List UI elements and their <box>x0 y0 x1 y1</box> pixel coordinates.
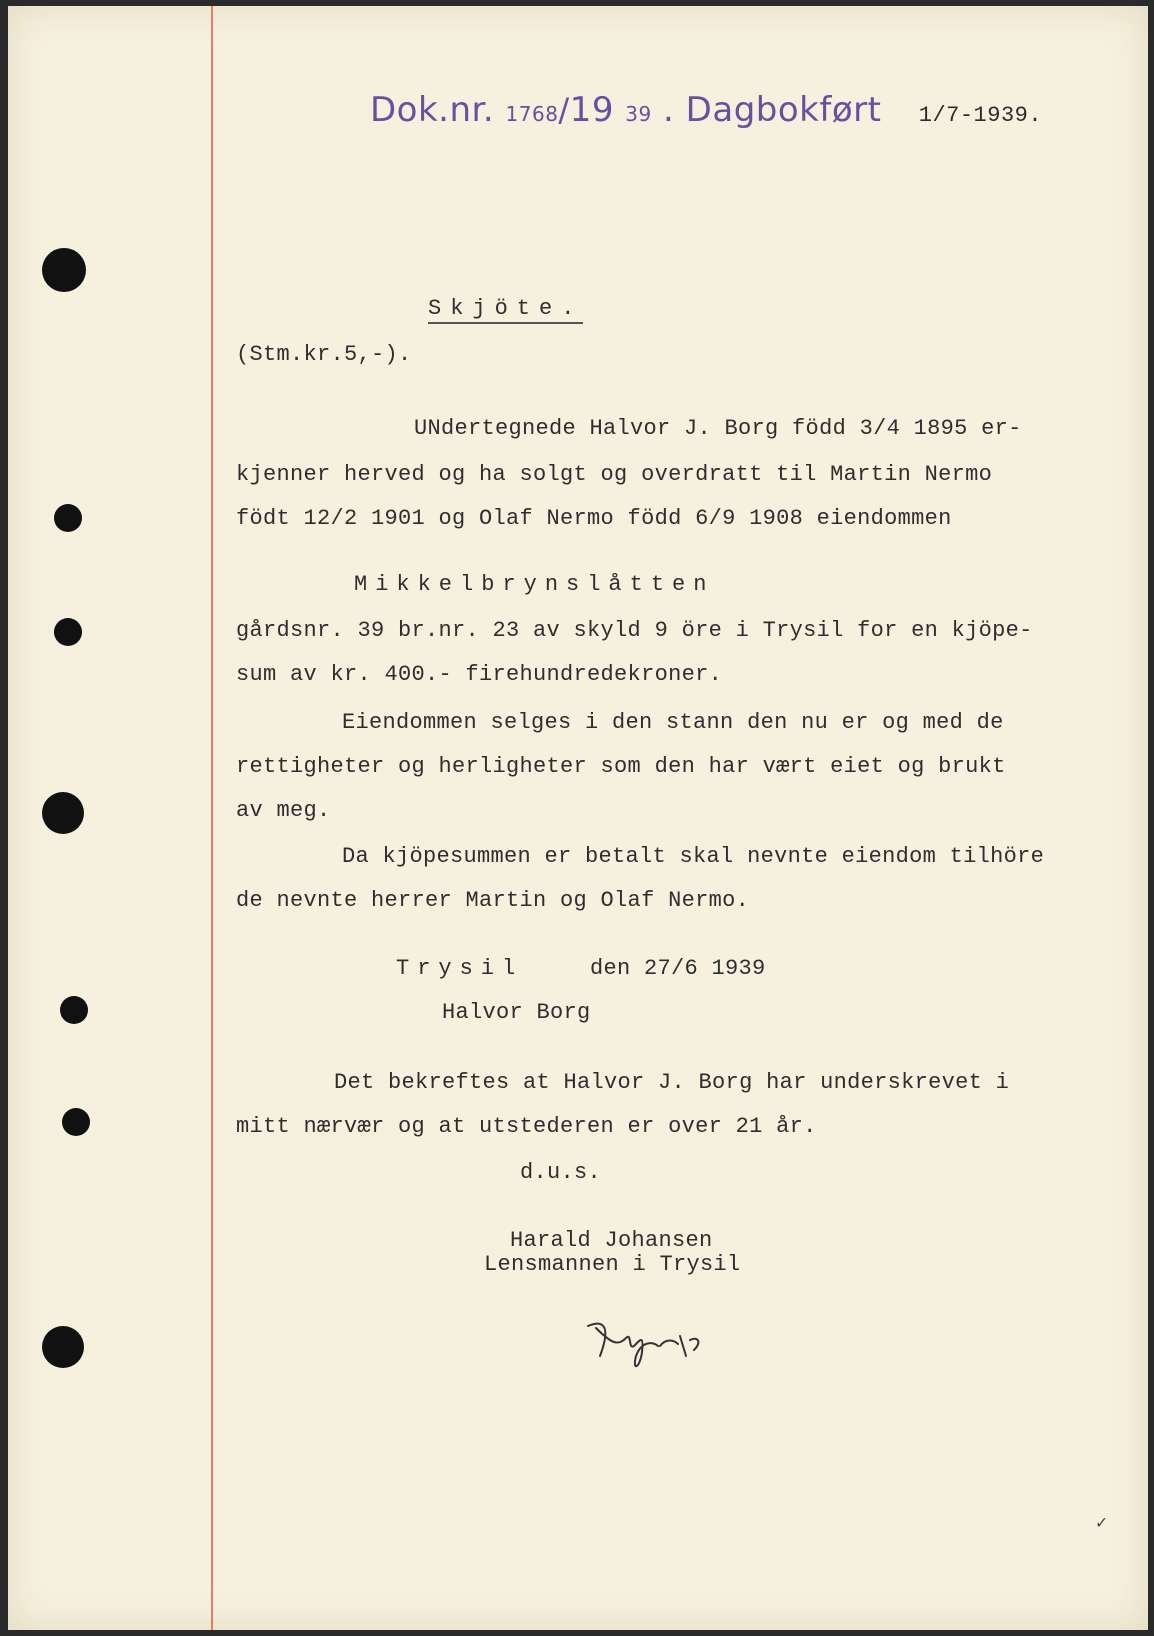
handwritten-initials <box>582 1316 712 1376</box>
body-line-3: födt 12/2 1901 og Olaf Nermo född 6/9 1908 eiendommen <box>236 506 952 531</box>
binder-hole <box>42 1326 84 1368</box>
binder-hole <box>60 996 88 1024</box>
place: Trysil <box>396 956 524 981</box>
body-line-7: Eiendommen selges i den stann den nu er og med de <box>342 710 1004 735</box>
confirm-line-1: Det bekreftes at Halvor J. Borg har underskrevet i <box>334 1070 1010 1095</box>
stamp-year-a: 19 <box>569 90 614 130</box>
body-line-5: gårdsnr. 39 br.nr. 23 av skyld 9 öre i Trysil for en kjöpe- <box>236 618 1033 643</box>
stamp-prefix: Dok.nr. <box>370 90 495 130</box>
body-line-9: av meg. <box>236 798 331 823</box>
stamp-number: 1768 <box>505 102 559 126</box>
seller-signature: Halvor Borg <box>442 1000 591 1025</box>
registration-stamp <box>370 90 1042 130</box>
confirm-line-3: d.u.s. <box>520 1160 602 1185</box>
binder-hole <box>42 792 84 834</box>
binder-hole <box>42 248 86 292</box>
stamp-year-b: 39 <box>625 102 652 126</box>
stamp-word: Dagbokført <box>685 90 882 130</box>
witness-title: Lensmannen i Trysil <box>484 1252 741 1277</box>
property-name: Mikkelbrynslåtten <box>354 572 715 597</box>
binder-hole <box>62 1108 90 1136</box>
document-page <box>8 6 1148 1630</box>
stamp-slash: / <box>558 91 570 129</box>
body-line-11: de nevnte herrer Martin og Olaf Nermo. <box>236 888 750 913</box>
confirm-line-2: mitt nærvær og at utstederen er over 21 år. <box>236 1114 817 1139</box>
binder-hole <box>54 618 82 646</box>
stamp-dot: . <box>663 90 675 130</box>
margin-line <box>211 6 213 1630</box>
stamp-fee: (Stm.kr.5,-). <box>236 342 412 367</box>
tick-mark: ✓ <box>1096 1514 1107 1534</box>
witness-name: Harald Johansen <box>510 1228 713 1253</box>
body-line-6: sum av kr. 400.- firehundredekroner. <box>236 662 723 687</box>
body-line-10: Da kjöpesummen er betalt skal nevnte eiendom tilhöre <box>342 844 1045 869</box>
place-date: den 27/6 1939 <box>590 956 766 981</box>
binder-hole <box>54 504 82 532</box>
document-title: Skjöte. <box>428 296 583 324</box>
body-line-1: UNdertegnede Halvor J. Borg född 3/4 1895 er- <box>414 416 1022 441</box>
stamp-date: 1/7-1939. <box>918 103 1043 128</box>
body-line-8: rettigheter og herligheter som den har vært eiet og brukt <box>236 754 1006 779</box>
body-line-2: kjenner herved og ha solgt og overdratt til Martin Nermo <box>236 462 993 487</box>
